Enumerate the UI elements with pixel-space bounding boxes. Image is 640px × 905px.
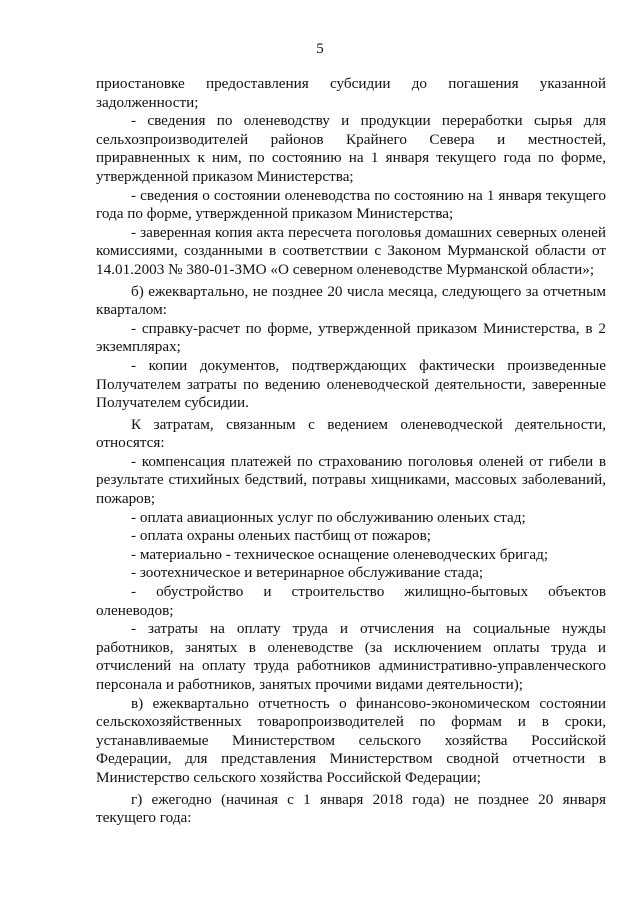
list-item-reindeer-production-info: - сведения по оленеводству и продукции переработки сырья для сельхозпроизводителей районов Крайнего Севера и местностей, приравненных к ним, по состоянию на 1 января текущего года по форме, утвержденной приказом Министерства; [96, 112, 606, 185]
list-item-labor-costs: - затраты на оплату труда и отчисления на социальные нужды работников, занятых в оленеводстве (за исключением оплаты труда и отчислений на оплату труда работников административно-управленческого персонала и работников, занятых прочими видами деятельности); [96, 620, 606, 693]
list-item-brigade-equipment: - материально - техническое оснащение оленеводческих бригад; [131, 545, 549, 563]
paragraph-quarterly-b: б) ежеквартально, не позднее 20 числа месяца, следующего за отчетным кварталом: [96, 282, 606, 319]
list-item-pasture-protection: - оплата охраны оленьих пастбищ от пожаров; [131, 527, 431, 545]
paragraph-quarterly-v: в) ежеквартально отчетность о финансово-экономическом состоянии сельскохозяйственных товаропроизводителей по формам и в сроки, устанавливаемые Министерством сельского хозяйства Российской Федерации, для представления Министерством сводной отчетности в Министерство сельского хозяйства Российской Федерации; [96, 694, 606, 786]
list-item-housing-construction: - обустройство и строительство жилищно-бытовых объектов оленеводов; [96, 583, 606, 619]
list-item-expense-documents: - копии документов, подтверждающих фактически произведенные Получателем затраты по ведению оленеводческой деятельности, заверенные Получателем субсидии. [96, 356, 606, 412]
page-number: 5 [316, 41, 324, 57]
document-body [96, 75, 606, 828]
paragraph-expenses-include: К затратам, связанным с ведением оленеводческой деятельности, относятся: [96, 415, 606, 452]
paragraph-continuation: приостановке предоставления субсидии до погашения указанной задолженности; [96, 75, 606, 111]
list-item-recount-act-copy: - заверенная копия акта пересчета поголовья домашних северных оленей комиссиями, созданными в соответствии с Законом Мурманской области от 14.01.2003 № 380-01-ЗМО «О северном оленеводстве Мурманской области»; [96, 223, 606, 278]
paragraph-annual-g: г) ежегодно (начиная с 1 января 2018 года) не позднее 20 января текущего года: [96, 790, 606, 827]
list-item-calculation-certificate: - справку-расчет по форме, утвержденной приказом Министерства, в 2 экземплярах; [96, 319, 606, 356]
list-item-aviation-services: - оплата авиационных услуг по обслуживанию оленьих стад; [131, 508, 526, 526]
list-item-veterinary-service: - зоотехническое и ветеринарное обслуживание стада; [131, 564, 484, 582]
list-item-insurance-compensation: - компенсация платежей по страхованию поголовья оленей от гибели в результате стихийных бедствий, потравы хищниками, массовых заболеваний, пожаров; [96, 452, 606, 508]
list-item-reindeer-status-info: - сведения о состоянии оленеводства по состоянию на 1 января текущего года по форме, утвержденной приказом Министерства; [96, 186, 606, 223]
